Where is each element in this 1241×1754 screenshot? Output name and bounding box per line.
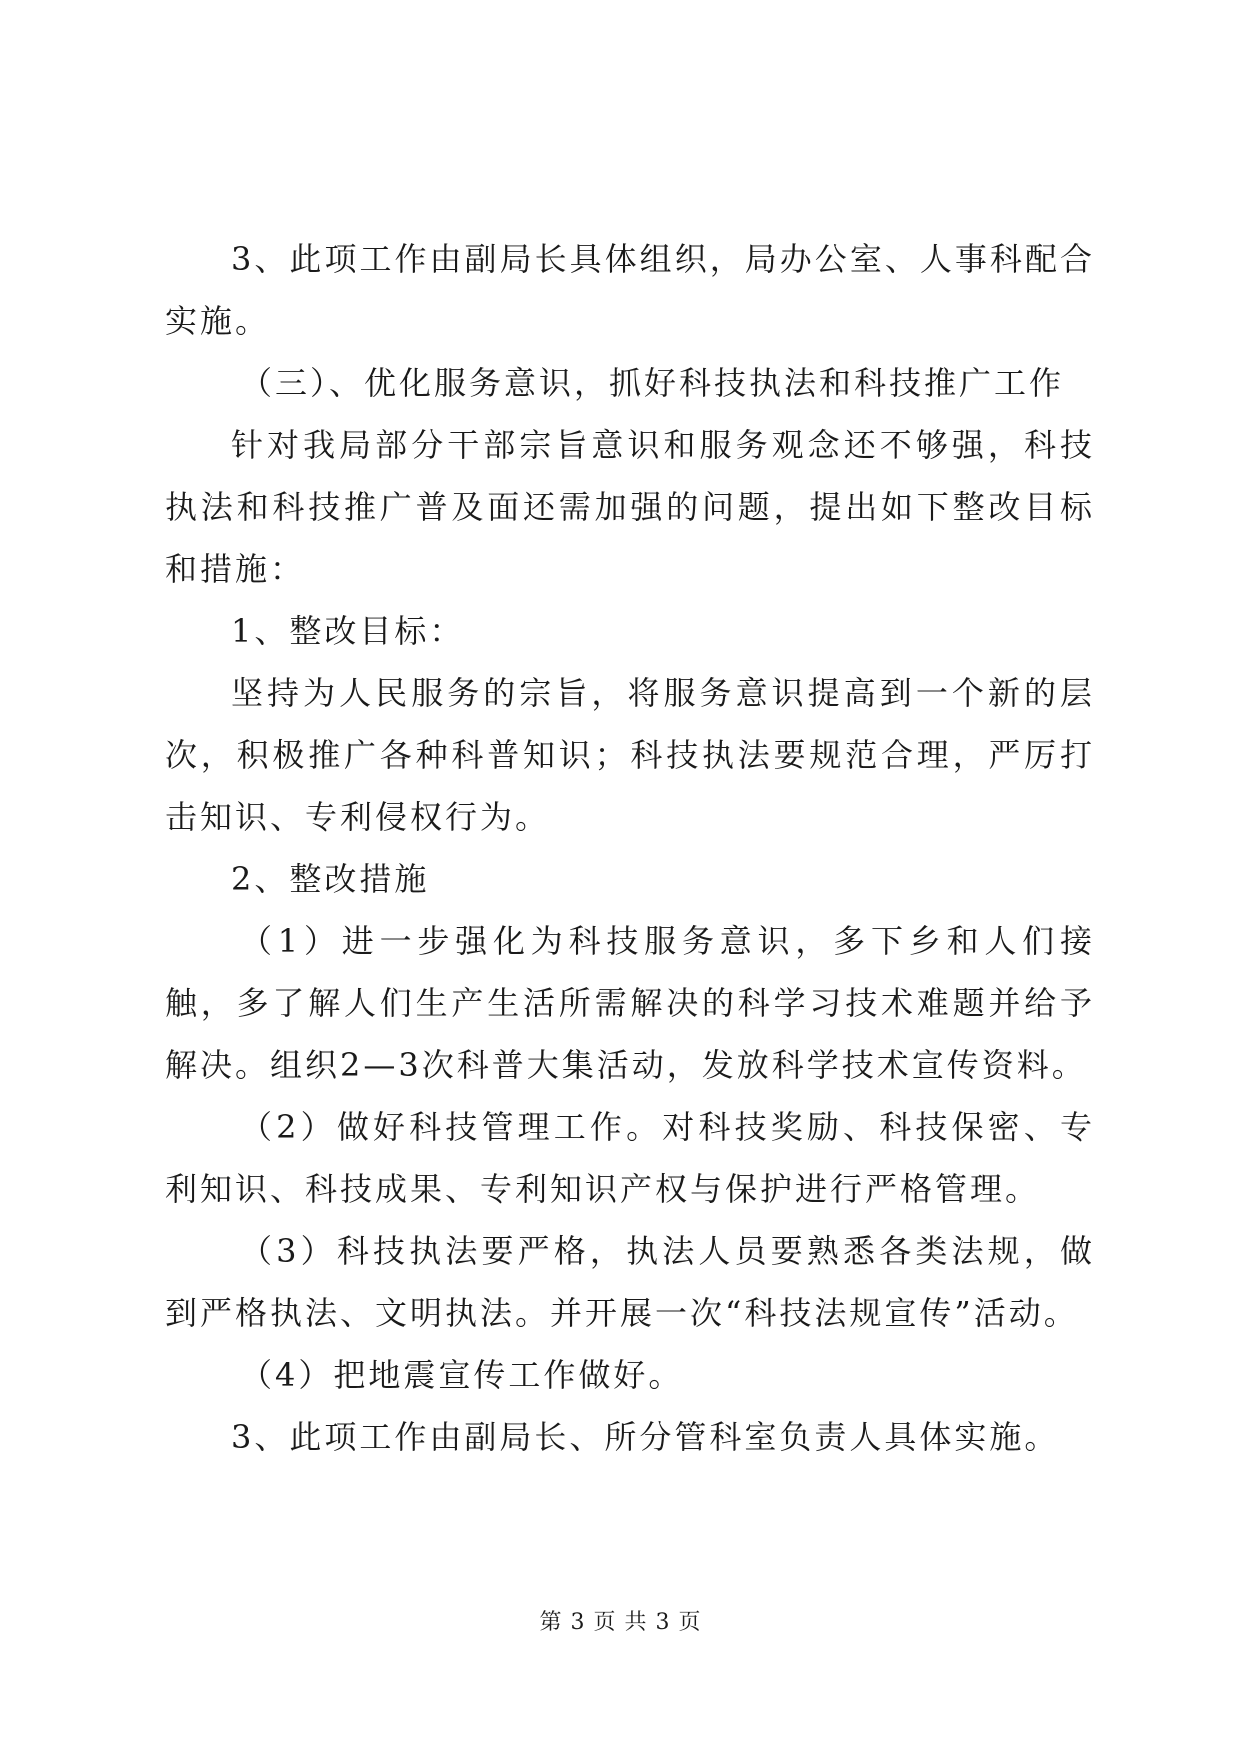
list-item: （3）科技执法要严格，执法人员要熟悉各类法规，做到严格执法、文明执法。并开展一次“科技法规宣传”活动。 [165, 1232, 1095, 1332]
subheading: 2、整改措施 [231, 860, 430, 898]
paragraph: 针对我局部分干部宗旨意识和服务观念还不够强，科技执法和科技推广普及面还需加强的问题，提出如下整改目标和措施： [165, 426, 1095, 588]
list-item: （2）做好科技管理工作。对科技奖励、科技保密、专利知识、科技成果、专利知识产权与保护进行严格管理。 [165, 1108, 1095, 1208]
page-number-footer: 第 3 页 共 3 页 [539, 1610, 702, 1635]
subheading: 1、整改目标： [231, 612, 465, 650]
document-body [165, 228, 1095, 1468]
paragraph: 3、此项工作由副局长具体组织，局办公室、人事科配合实施。 [165, 240, 1095, 340]
paragraph: 坚持为人民服务的宗旨，将服务意识提高到一个新的层次，积极推广各种科普知识；科技执法要规范合理，严厉打击知识、专利侵权行为。 [165, 674, 1095, 836]
list-item: （1）进一步强化为科技服务意识，多下乡和人们接触，多了解人们生产生活所需解决的科学习技术难题并给予解决。组织2—3次科普大集活动，发放科学技术宣传资料。 [165, 922, 1095, 1084]
paragraph: 3、此项工作由副局长、所分管科室负责人具体实施。 [231, 1418, 1060, 1456]
list-item: （4）把地震宣传工作做好。 [240, 1356, 684, 1394]
section-heading: （三）、优化服务意识，抓好科技执法和科技推广工作 [240, 364, 1065, 402]
